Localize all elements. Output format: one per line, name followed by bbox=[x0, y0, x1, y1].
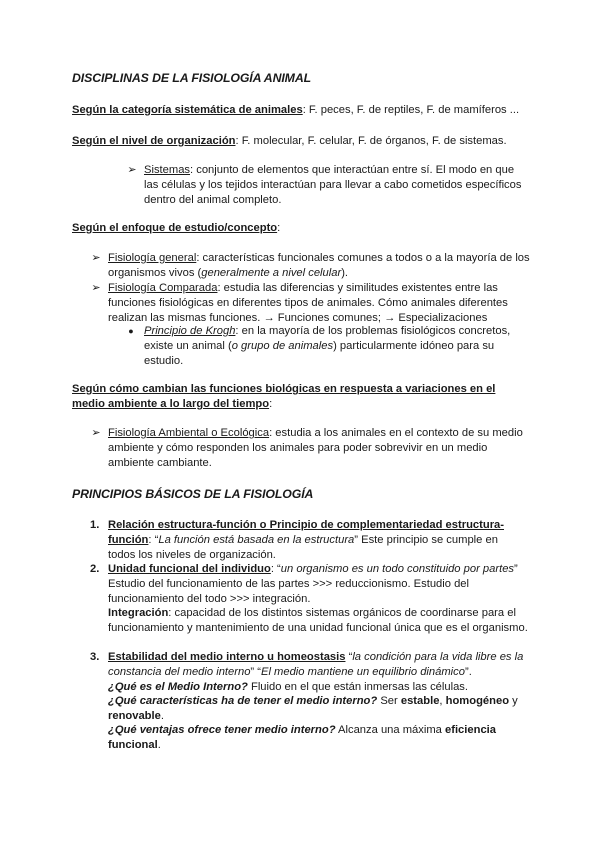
item3-ask3: ¿Qué ventajas ofrece tener medio interno? bbox=[108, 724, 336, 736]
item1-text: ” Este principio se cumple en todos los niveles de organización. bbox=[108, 534, 498, 561]
item3-ask1: ¿Qué es el Medio Interno? bbox=[108, 681, 248, 693]
krogh-end: ) particularmente idóneo para su estudio. bbox=[144, 340, 495, 367]
item3-quote2: El medio mantiene un equilibrio dinámico bbox=[260, 666, 465, 678]
item1-title: Relación estructura-función o Principio de complementariedad estructura-función bbox=[108, 519, 504, 546]
fisiologia-ambiental-label: Fisiología Ambiental o Ecológica bbox=[108, 427, 270, 439]
item1-colon: : “ bbox=[148, 534, 159, 546]
paragraph-organizacion bbox=[72, 134, 542, 149]
item3-ans3b: eficiencia funcional bbox=[108, 724, 496, 751]
list-number-1: 1. bbox=[90, 519, 100, 531]
item2-title: Unidad funcional del individuo bbox=[108, 563, 271, 575]
sistemas-label: Sistemas bbox=[144, 164, 191, 176]
fisiologia-general-text: : características funcionales comunes a todos o a la mayoría de los organismos vivos ( bbox=[108, 252, 530, 279]
fisiologia-comparada-text: : estudia las diferencias y similitudes existentes entre las funciones fisiológicas en diferentes tipos de animales. Cómo animales diferentes realizan las mismas funciones. → Funciones comunes; → Especializaciones bbox=[108, 282, 508, 324]
cambio-colon: : bbox=[269, 398, 273, 410]
item3-quote1: la condición para la vida libre es la constancia del medio interno bbox=[108, 651, 524, 678]
item3-q3: ”. bbox=[464, 666, 472, 678]
krogh-label: Principio de Krogh bbox=[144, 325, 236, 337]
arrow-bullet-icon: ➢ bbox=[91, 252, 101, 264]
enfoque-label: Según el enfoque de estudio/concepto bbox=[72, 222, 278, 234]
item2-quote: un organismo es un todo constituido por partes bbox=[280, 563, 515, 575]
item3-q1: “ bbox=[345, 651, 353, 663]
item3-question-3 bbox=[108, 723, 513, 753]
krogh-text: : en la mayoría de los problemas fisiológicos concretos, existe un animal ( bbox=[144, 325, 511, 352]
integracion-label: Integración bbox=[108, 607, 169, 619]
item3-q2: ” “ bbox=[250, 666, 261, 678]
list-number-3: 3. bbox=[90, 651, 100, 663]
item3-ans1: Fluido en el que están inmersas las células. bbox=[247, 681, 469, 693]
fisiologia-general-italic: generalmente a nivel celular bbox=[201, 267, 342, 279]
paragraph-fisiologia-comparada bbox=[108, 281, 518, 326]
fisiologia-general-label: Fisiología general bbox=[108, 252, 197, 264]
section-title-disciplinas: DISCIPLINAS DE LA FISIOLOGÍA ANIMAL bbox=[72, 71, 312, 85]
item3-ans2b: estable bbox=[400, 695, 440, 707]
item2-colon: : “ bbox=[270, 563, 281, 575]
arrow-bullet-icon: ➢ bbox=[127, 164, 137, 176]
arrow-bullet-icon: ➢ bbox=[91, 282, 101, 294]
dot-bullet-icon: ● bbox=[128, 326, 134, 336]
paragraph-sistemas bbox=[144, 163, 529, 208]
principle-item-2 bbox=[108, 562, 530, 607]
item1-quote: La función está basada en la estructura bbox=[158, 534, 355, 546]
section-title-principios: PRINCIPIOS BÁSICOS DE LA FISIOLOGÍA bbox=[72, 487, 314, 501]
item3-ans2c: , bbox=[439, 695, 446, 707]
categoria-label: Según la categoría sistemática de animales bbox=[72, 104, 303, 116]
item3-ask2: ¿Qué características ha de tener el medio interno? bbox=[108, 695, 378, 707]
paragraph-krogh bbox=[144, 324, 516, 369]
paragraph-fisiologia-ambiental bbox=[108, 426, 528, 471]
item3-ans2a: Ser bbox=[377, 695, 401, 707]
integracion-text: : capacidad de los distintos sistemas orgánicos de coordinarse para el funcionamiento y mantenimiento de una unidad funcional única que es el organismo. bbox=[108, 607, 528, 634]
principle-item-3 bbox=[108, 650, 528, 680]
item3-title: Estabilidad del medio interno u homeostasis bbox=[108, 651, 346, 663]
organizacion-text: : F. molecular, F. celular, F. de órganos, F. de sistemas. bbox=[235, 135, 507, 147]
item3-ans2d: homogéneo bbox=[445, 695, 510, 707]
cambio-label: Según cómo cambian las funciones biológicas en respuesta a variaciones en el medio ambiente a lo largo del tiempo bbox=[72, 383, 496, 410]
arrow-bullet-icon: ➢ bbox=[91, 427, 101, 439]
item2-text: ” Estudio del funcionamiento de las partes >>> reduccionismo. Estudio del funcionamiento del todo >>> integración. bbox=[108, 563, 518, 605]
item3-ans2e: y bbox=[509, 695, 518, 707]
paragraph-cambio bbox=[72, 382, 512, 412]
list-number-2: 2. bbox=[90, 563, 100, 575]
principle-item-1 bbox=[108, 518, 520, 563]
item3-ans2g: . bbox=[160, 710, 164, 722]
fisiologia-ambiental-text: : estudia a los animales en el contexto de su medio ambiente y cómo responden los animales para poder sobrevivir en un medio ambiente cambiante. bbox=[108, 427, 523, 469]
fisiologia-general-end: ). bbox=[341, 267, 349, 279]
item3-question-2 bbox=[108, 694, 528, 724]
sistemas-text: : conjunto de elementos que interactúan entre sí. El modo en que las células y los tejidos interactúan para llevar a cabo cometidos específicos dentro del animal completo. bbox=[144, 164, 522, 206]
item3-ans2f: renovable bbox=[108, 710, 161, 722]
paragraph-fisiologia-general bbox=[108, 251, 530, 281]
fisiologia-comparada-label: Fisiología Comparada bbox=[108, 282, 218, 294]
item3-ans3c: . bbox=[157, 739, 161, 751]
paragraph-categoria bbox=[72, 103, 542, 118]
item3-question-1 bbox=[108, 680, 528, 695]
paragraph-enfoque bbox=[72, 221, 542, 236]
item3-ans3a: Alcanza una máxima bbox=[335, 724, 445, 736]
krogh-italic: o grupo de animales bbox=[231, 340, 334, 352]
principle-item-2-integracion bbox=[108, 606, 532, 636]
organizacion-label: Según el nivel de organización bbox=[72, 135, 236, 147]
enfoque-colon: : bbox=[277, 222, 281, 234]
categoria-text: : F. peces, F. de reptiles, F. de mamíferos ... bbox=[302, 104, 520, 116]
